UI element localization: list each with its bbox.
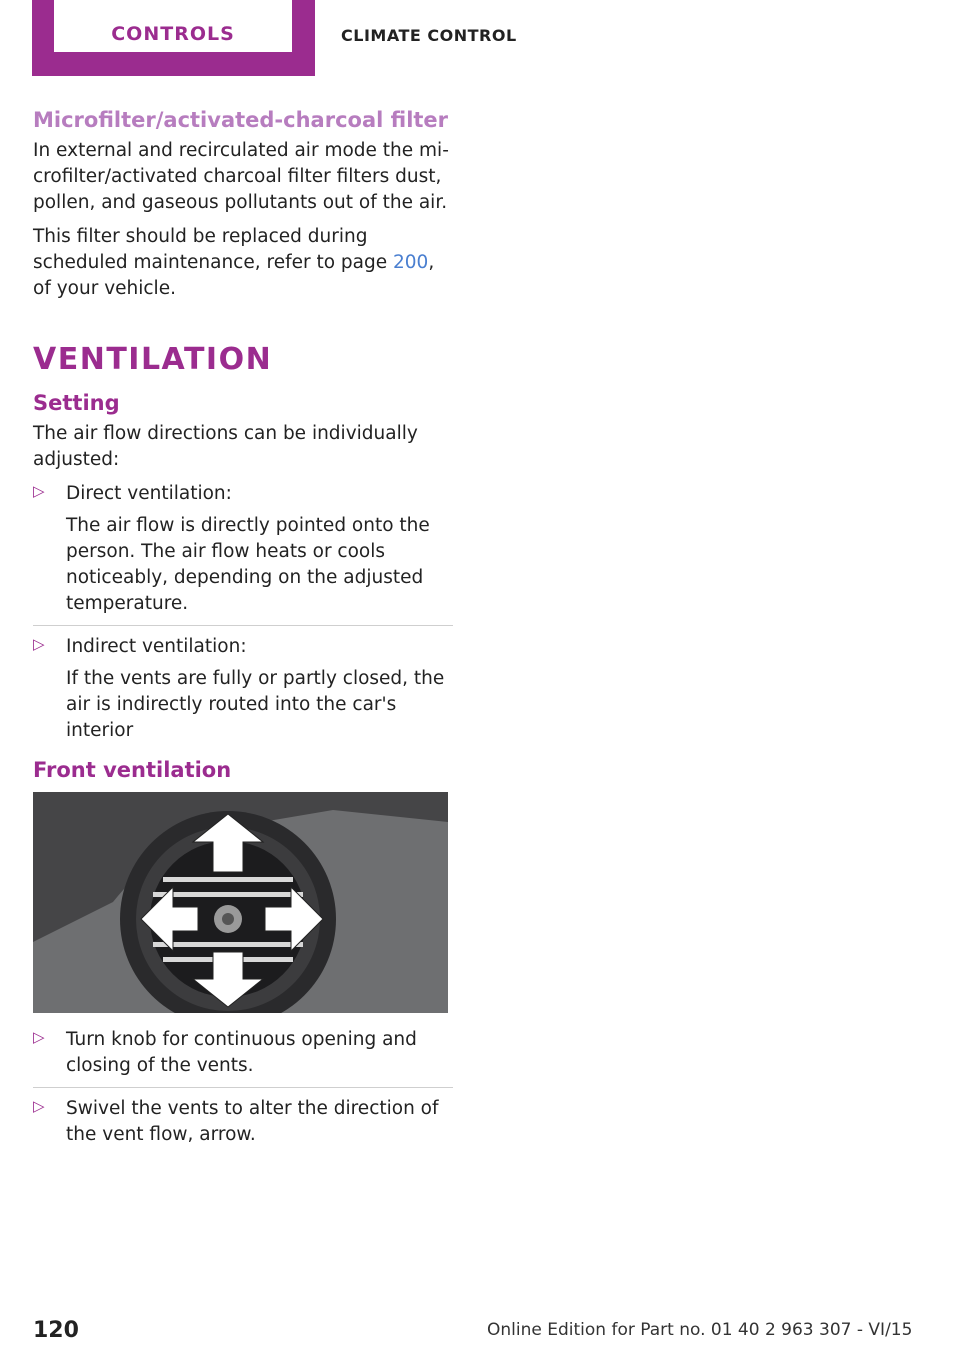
list-item xyxy=(33,1027,453,1079)
front-ventilation-list xyxy=(33,1027,453,1148)
triangle-bullet-icon: ▷ xyxy=(33,1097,45,1115)
setting-heading: Setting xyxy=(33,391,120,415)
front-vent-illustration xyxy=(33,792,448,1013)
divider xyxy=(33,1087,453,1088)
vent-diagram-svg xyxy=(33,792,448,1013)
list-item-text: Swivel the vents to alter the direction of the vent flow, arrow. xyxy=(66,1098,439,1145)
tab-controls[interactable] xyxy=(32,0,315,76)
setting-intro: The air flow directions can be individually adjusted: xyxy=(33,423,418,470)
microfilter-p2-text-before: This filter should be replaced during scheduled maintenance, refer to page xyxy=(33,226,393,273)
list-item-detail: If the vents are fully or partly closed, the air is indirectly routed into the car's interior xyxy=(66,668,445,741)
ventilation-type-list xyxy=(33,481,453,744)
edition-footer: Online Edition for Part no. 01 40 2 963 307 - VI/15 xyxy=(487,1320,913,1340)
list-item-detail: The air flow is directly pointed onto the person. The air flow heats or cools noticeably, depending on the adjusted temperature. xyxy=(66,515,430,614)
page-reference-link[interactable]: 200 xyxy=(393,252,429,273)
triangle-bullet-icon: ▷ xyxy=(33,482,45,500)
divider xyxy=(33,625,453,626)
microfilter-paragraph-1: In external and recirculated air mode the microfilter/activated charcoal filter filters dust, pollen, and gaseous pollutants out of the air. xyxy=(33,140,449,213)
ventilation-heading: VENTILATION xyxy=(33,342,273,377)
page-content xyxy=(33,108,453,1156)
triangle-bullet-icon: ▷ xyxy=(33,635,45,653)
triangle-bullet-icon: ▷ xyxy=(33,1028,45,1046)
microfilter-paragraph-2 xyxy=(33,224,453,302)
microfilter-p2-text-after: , of your vehicle. xyxy=(33,252,435,299)
tab-controls-label: CONTROLS xyxy=(54,0,292,52)
list-item-label: Indirect ventilation: xyxy=(66,636,247,657)
tab-climate-control[interactable]: CLIMATE CONTROL xyxy=(341,26,517,45)
list-item xyxy=(33,634,453,744)
list-item xyxy=(33,1096,453,1148)
microfilter-heading: Microfilter/activated-charcoal filter xyxy=(33,108,449,132)
front-ventilation-heading: Front ventilation xyxy=(33,758,232,782)
list-item-text: Turn knob for continuous opening and closing of the vents. xyxy=(66,1029,417,1076)
page-number: 120 xyxy=(33,1318,79,1343)
list-item-label: Direct ventilation: xyxy=(66,483,232,504)
list-item xyxy=(33,481,453,617)
